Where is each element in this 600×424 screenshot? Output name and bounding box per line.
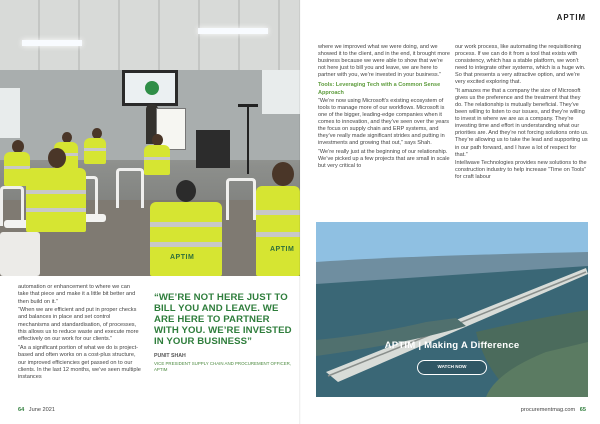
- training-room-photo: [0, 0, 300, 276]
- page-footer-left: [18, 407, 55, 413]
- body-column-a: [318, 44, 452, 171]
- ceiling: [0, 0, 300, 70]
- music-stand-pole: [247, 104, 249, 174]
- chair: [116, 168, 144, 208]
- chair-seat: [0, 232, 40, 276]
- right-page: [300, 0, 600, 424]
- pull-quote-text: “WE’RE NOT HERE JUST TO BILL YOU AND LEAVE. WE ARE HERE TO PARTNER WITH YOU. WE’RE INVESTED IN YOUR BUSINESS”: [154, 292, 292, 347]
- paragraph: “We’re really just at the beginning of our relationship. We’ve picked up a few projects that are small in scale but very critical to: [318, 148, 450, 169]
- attendee-head: [48, 148, 66, 168]
- tv-screen: [122, 70, 178, 106]
- attendee-head: [272, 162, 294, 186]
- page-gutter: [299, 0, 301, 424]
- ceiling-light: [22, 40, 82, 46]
- attendee-vest: [26, 168, 86, 232]
- section-subheading: Tools: Leveraging Tech with a Common Sense Approach: [318, 82, 441, 96]
- window: [262, 70, 300, 114]
- page-footer-right: [521, 407, 586, 413]
- paragraph: our work process, like automating the requisitioning process. If we can do it from a tool that exists with consistency, which has a stable platform, we won’t need to integrate other systems, which is a huge win. So that presents a very attractive option, and we’re very excited exploring that.: [455, 44, 586, 86]
- attendee-head: [176, 180, 196, 202]
- page-number: 65: [579, 407, 586, 413]
- attendee-vest: [150, 202, 222, 276]
- paragraph: “We’re now using Microsoft’s existing ecosystem of tools to manage more of our workflows. Microsoft is one of the bigger, leading-edge companies when it comes to innovation, and they’ve seen over the years the focus on supply chain and ERP systems, and they’ve really made significant strides and putting in investments and growing that out,” says Shah.: [318, 97, 450, 147]
- brand-header: APTIM: [556, 13, 586, 22]
- attendee-vest: [84, 138, 106, 164]
- window: [0, 88, 20, 138]
- vest-logo-text: APTIM: [270, 246, 295, 253]
- chair: [226, 178, 256, 220]
- pull-quote-role: VICE PRESIDENT SUPPLY CHAIN AND PROCUREMENT OFFICER, APTIM: [154, 361, 292, 372]
- attendee-vest: [144, 145, 170, 175]
- pull-quote-name: PUNIT SHAH: [154, 353, 186, 359]
- paragraph: “When we are efficient and put in proper checks and balances in place and set control mechanisms and standardisation, of processes, this allows us to reduce waste and execute more effectively on our work for our clients.”: [18, 307, 139, 343]
- watch-now-button[interactable]: WATCH NOW: [417, 360, 487, 375]
- page-number: 64: [18, 407, 25, 413]
- advert-title: APTIM | Making A Difference: [384, 340, 520, 351]
- paragraph: “It amazes me that a company the size of Microsoft gives us the preference and the treatment that they do. The relationship is mutually beneficial. They’ve been willing to listen to our issues, and they’re willing to invest in where we are as a company. They’re investing time and effort in understanding what our priorities are. And they’re not forcing solutions onto us. They’re allowing us to take the lead and supporting us in our path forward, and I have a lot of respect for that.”: [455, 87, 589, 158]
- body-column: [18, 284, 142, 383]
- vest-logo-text: APTIM: [170, 254, 195, 261]
- video-advert[interactable]: [316, 222, 588, 397]
- ceiling-light: [198, 28, 268, 34]
- pull-quote: [154, 292, 292, 372]
- paragraph: “As a significant portion of what we do is project-based and often works on a cost-plus structure, our improved efficiencies get passed on to our clients. In the last 12 months, we’ve seen multiple instances: [18, 344, 141, 381]
- attendee-vest: [256, 186, 300, 276]
- paragraph: automation or enhancement to where we can take that piece and make it a little bit better and then build on it.”: [18, 284, 136, 305]
- paragraph: Intellwave Technologies provides new solutions to the construction industry to help increase “Time on Tools” for craft labour: [455, 159, 587, 181]
- paragraph: where we improved what we were doing, and we showed it to the client, and in the end, it brought more business because we were able to show that we’re not here just to bill you and leave, we are here to partner with you, we’re invested in your business.”: [318, 44, 450, 79]
- equipment: [196, 130, 230, 168]
- website: procurementmag.com: [520, 407, 576, 413]
- body-column-b: [455, 44, 589, 182]
- issue-date: June 2021: [28, 407, 55, 413]
